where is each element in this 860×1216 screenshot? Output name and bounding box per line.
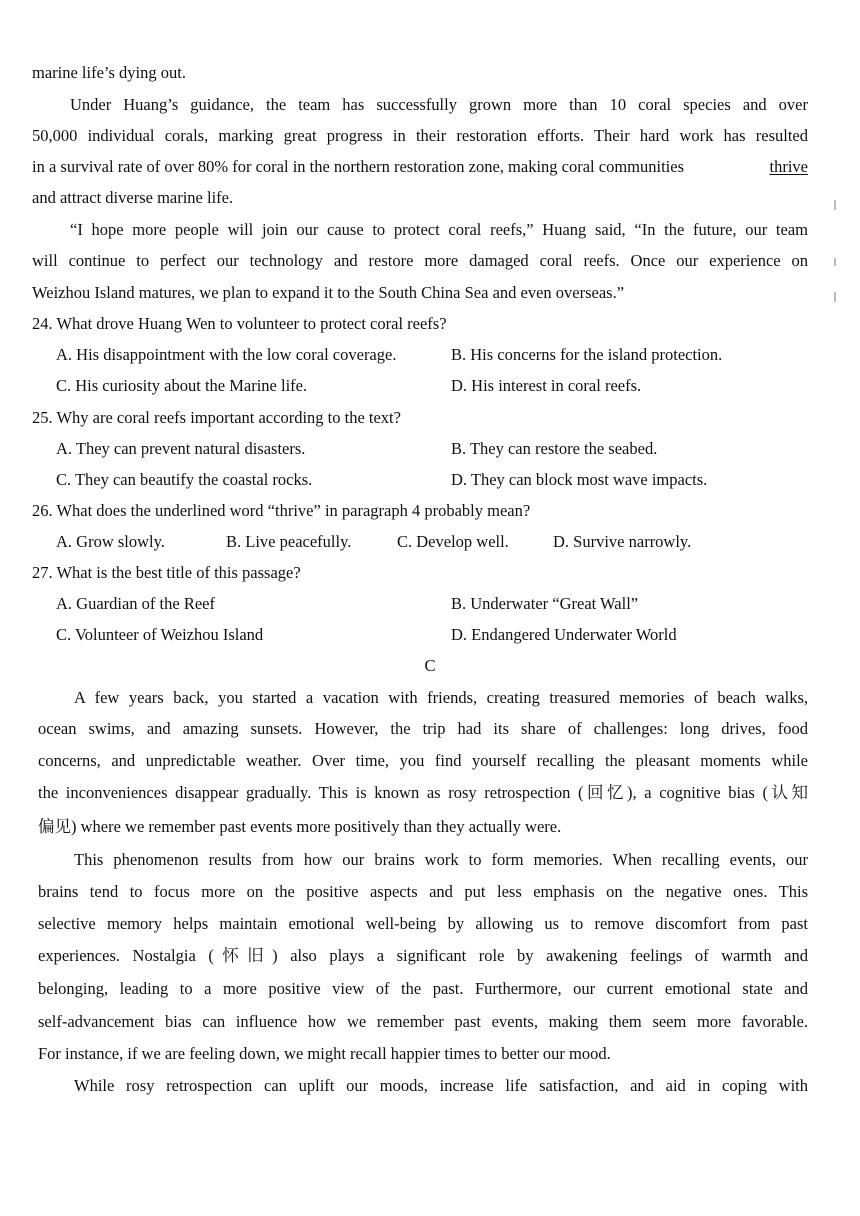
question-27-stem: 27. What is the best title of this passage? <box>32 563 301 582</box>
passage-line: “I hope more people will join our cause to protect coral reefs,” Huang said, “In the future, our team <box>70 220 808 239</box>
passage-line: Under Huang’s guidance, the team has successfully grown more than 10 coral species and over <box>70 95 808 114</box>
question-25-option-b: B. They can restore the seabed. <box>451 439 658 458</box>
scan-mark <box>834 292 836 302</box>
passage-line: belonging, leading to a more positive view of the past. Furthermore, our current emotional state and <box>38 979 808 998</box>
underlined-word: thrive <box>769 157 808 176</box>
question-26-option-b: B. Live peacefully. <box>226 532 352 551</box>
question-25-option-a: A. They can prevent natural disasters. <box>56 439 306 458</box>
passage-line: ocean swims, and amazing sunsets. However, the trip had its share of challenges: long drives, food <box>38 719 808 738</box>
passage-line: brains tend to focus more on the positive aspects and put less emphasis on the negative ones. This <box>38 882 808 901</box>
scan-mark <box>834 200 836 210</box>
question-27-option-b: B. Underwater “Great Wall” <box>451 594 639 613</box>
passage-line: A few years back, you started a vacation with friends, creating treasured memories of beach walks, <box>74 688 808 707</box>
passage-line: and attract diverse marine life. <box>32 188 234 207</box>
question-27-option-a: A. Guardian of the Reef <box>56 594 215 613</box>
question-24-option-c: C. His curiosity about the Marine life. <box>56 376 308 395</box>
question-24-stem: 24. What drove Huang Wen to volunteer to protect coral reefs? <box>32 314 447 333</box>
question-25-option-d: D. They can block most wave impacts. <box>451 470 708 489</box>
question-25-option-c: C. They can beautify the coastal rocks. <box>56 470 313 489</box>
passage-line: 偏见) where we remember past events more positively than they actually were. <box>38 817 562 836</box>
section-c-heading: C <box>424 656 436 675</box>
passage-line-with-underline <box>32 157 808 177</box>
question-27-option-c: C. Volunteer of Weizhou Island <box>56 625 264 644</box>
passage-line: self-advancement bias can influence how we remember past events, making them seem more favorable. <box>38 1012 808 1031</box>
passage-line: experiences. Nostalgia (怀旧) also plays a significant role by awakening feelings of warmth and <box>38 946 808 965</box>
question-24-option-b: B. His concerns for the island protection. <box>451 345 723 364</box>
question-26-stem: 26. What does the underlined word “thrive” in paragraph 4 probably mean? <box>32 501 531 520</box>
passage-line: marine life’s dying out. <box>32 63 186 82</box>
passage-line: the inconveniences disappear gradually. This is known as rosy retrospection (回忆), a cognitive bias (认知 <box>38 783 808 802</box>
question-26-option-c: C. Develop well. <box>397 532 509 551</box>
passage-line: This phenomenon results from how our brains work to form memories. When recalling events, our <box>74 850 808 869</box>
passage-line: concerns, and unpredictable weather. Over time, you find yourself recalling the pleasant moments while <box>38 751 808 770</box>
passage-line: selective memory helps maintain emotional well-being by allowing us to remove discomfort from past <box>38 914 808 933</box>
question-24-option-a: A. His disappointment with the low coral coverage. <box>56 345 397 364</box>
scan-mark <box>834 258 836 266</box>
question-27-option-d: D. Endangered Underwater World <box>451 625 677 644</box>
passage-line: For instance, if we are feeling down, we might recall happier times to better our mood. <box>38 1044 611 1063</box>
passage-line: While rosy retrospection can uplift our moods, increase life satisfaction, and aid in coping with <box>74 1076 808 1095</box>
question-25-stem: 25. Why are coral reefs important according to the text? <box>32 408 401 427</box>
passage-line: Weizhou Island matures, we plan to expand it to the South China Sea and even overseas.” <box>32 283 625 302</box>
question-26-option-a: A. Grow slowly. <box>56 532 165 551</box>
question-24-option-d: D. His interest in coral reefs. <box>451 376 642 395</box>
question-26-option-d: D. Survive narrowly. <box>553 532 692 551</box>
passage-line-text: in a survival rate of over 80% for coral in the northern restoration zone, making coral communities <box>32 157 684 176</box>
passage-line: will continue to perfect our technology and restore more damaged coral reefs. Once our experience on <box>32 251 808 270</box>
passage-line: 50,000 individual corals, marking great progress in their restoration efforts. Their hard work has resulted <box>32 126 808 145</box>
